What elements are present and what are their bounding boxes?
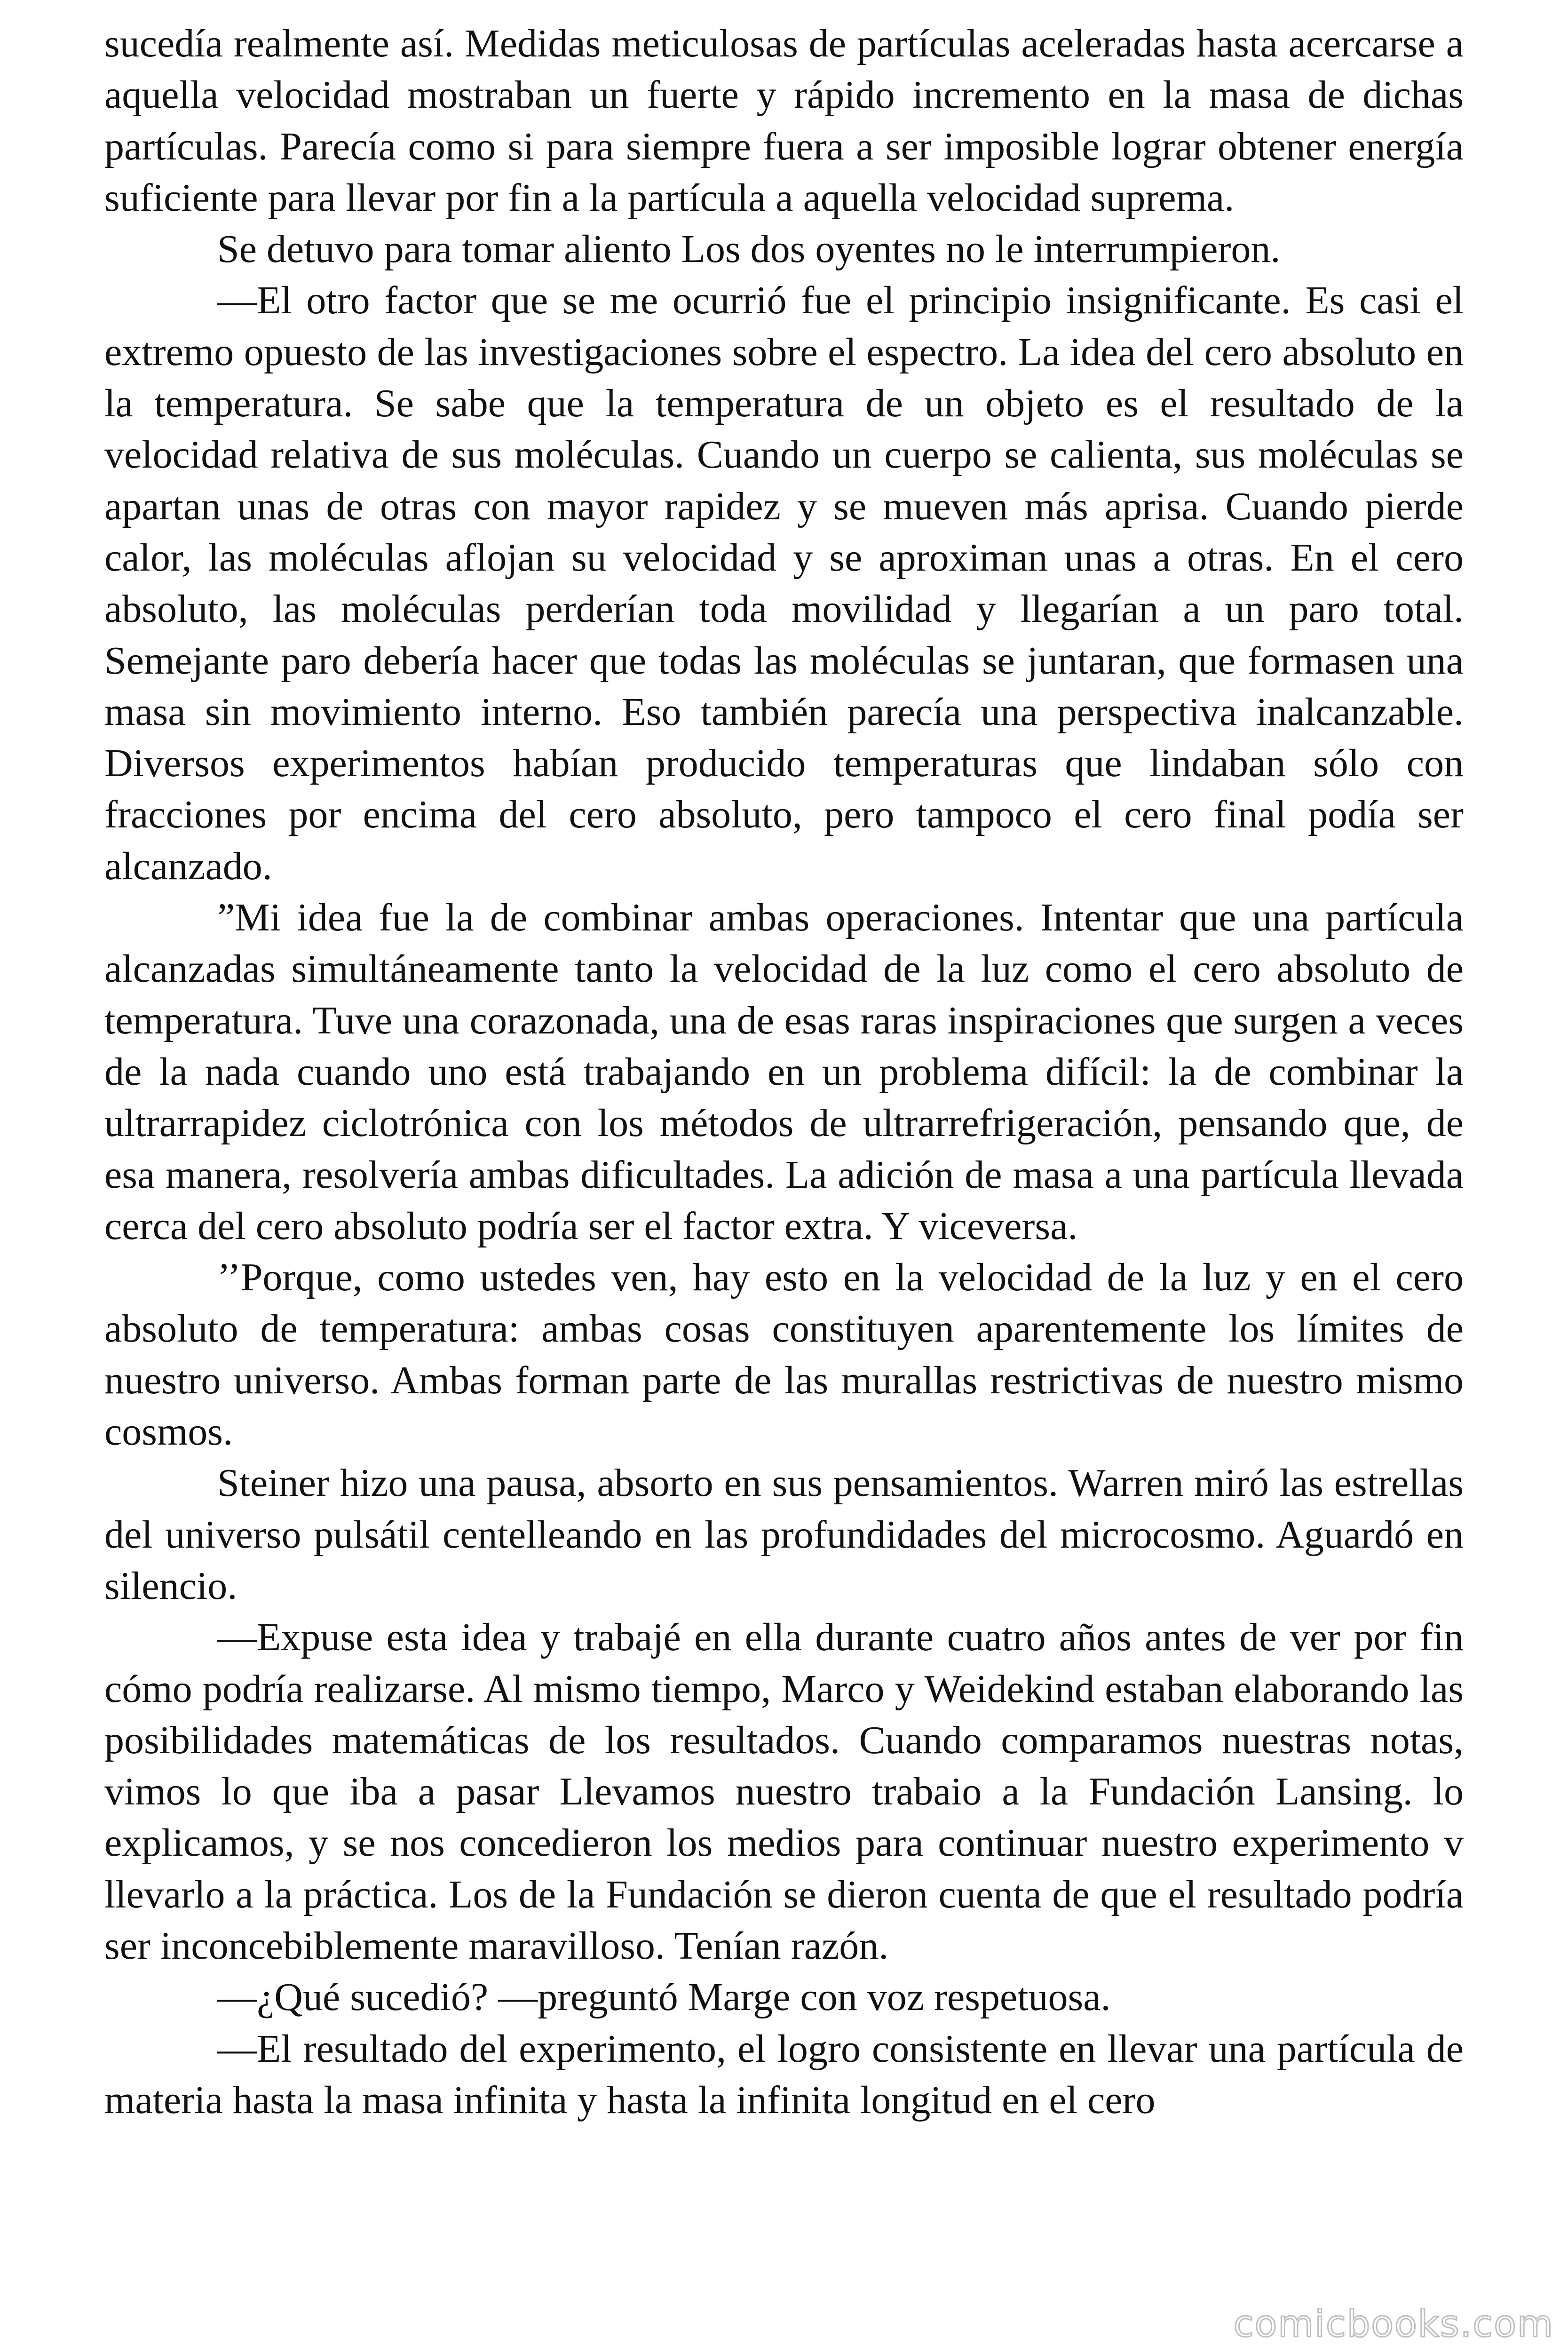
paragraph-9: —El resultado del experimento, el logro consistente en llevar una partícula de materia hasta la masa infinita y hasta la infinita longitud en el cero	[104, 2026, 1464, 2122]
paragraph-6: Steiner hizo una pausa, absorto en sus pensamientos. Warren miró las estrellas del universo pulsátil centelleando en las profundidades del microcosmo. Aguardó en silencio.	[104, 1461, 1464, 1608]
paragraph-5: ’’Porque, como ustedes ven, hay esto en la velocidad de la luz y en el cero absoluto de temperatura: ambas cosas constituyen aparentemente los límites de nuestro universo. Ambas forman parte de las murallas restrictivas de nuestro mismo cosmos.	[104, 1255, 1464, 1454]
paragraph-1: sucedía realmente así. Medidas meticulosas de partículas aceleradas hasta acercarse a aquella velocidad mostraban un fuerte y rápido incremento en la masa de dichas partículas. Parecía como si para siempre fuera a ser imposible lograr obtener energía suficiente para llevar por fin a la partícula a aquella velocidad suprema.	[104, 22, 1464, 220]
paragraph-3: —El otro factor que se me ocurrió fue el principio insignificante. Es casi el extremo opuesto de las investigaciones sobre el espectro. La idea del cero absoluto en la temperatura. Se sabe que la temperatura de un objeto es el resultado de la velocidad relativa de sus moléculas. Cuando un cuerpo se calienta, sus moléculas se apartan unas de otras con mayor rapidez y se mueven más aprisa. Cuando pierde calor, las moléculas aflojan su velocidad y se aproximan unas a otras. En el cero absoluto, las moléculas perderían toda movilidad y llegarían a un paro total. Semejante paro debería hacer que todas las moléculas se juntaran, que formasen una masa sin movimiento interno. Eso también parecía una perspectiva inalcanzable. Diversos experimentos habían producido temperaturas que lindaban sólo con fracciones por encima del cero absoluto, pero tampoco el cero final podía ser alcanzado.	[104, 278, 1464, 888]
watermark: comicbooks.com	[1233, 2303, 1554, 2345]
body-text	[104, 18, 1464, 2126]
paragraph-4: ”Mi idea fue la de combinar ambas operaciones. Intentar que una partícula alcanzadas simultáneamente tanto la velocidad de la luz como el cero absoluto de temperatura. Tuve una corazonada, una de esas raras inspiraciones que surgen a veces de la nada cuando uno está trabajando en un problema difícil: la de combinar la ultrarrapidez ciclotrónica con los métodos de ultrarrefrigeración, pensando que, de esa manera, resolvería ambas dificultades. La adición de masa a una partícula llevada cerca del cero absoluto podría ser el factor extra. Y viceversa.	[104, 896, 1464, 1248]
paragraph-8: —¿Qué sucedió? —preguntó Marge con voz respetuosa.	[217, 1975, 1111, 2019]
paragraph-7: —Expuse esta idea y trabajé en ella durante cuatro años antes de ver por fin cómo podría realizarse. Al mismo tiempo, Marco y Weidekind estaban elaborando las posibilidades matemáticas de los resultados. Cuando comparamos nuestras notas, vimos lo que iba a pasar Llevamos nuestro trabaio a la Fundación Lansing. lo explicamos, y se nos concedieron los medios para continuar nuestro experimento v llevarlo a la práctica. Los de la Fundación se dieron cuenta de que el resultado podría ser inconcebiblemente maravilloso. Tenían razón.	[104, 1615, 1464, 1968]
paragraph-2: Se detuvo para tomar aliento Los dos oyentes no le interrumpieron.	[217, 227, 1281, 271]
